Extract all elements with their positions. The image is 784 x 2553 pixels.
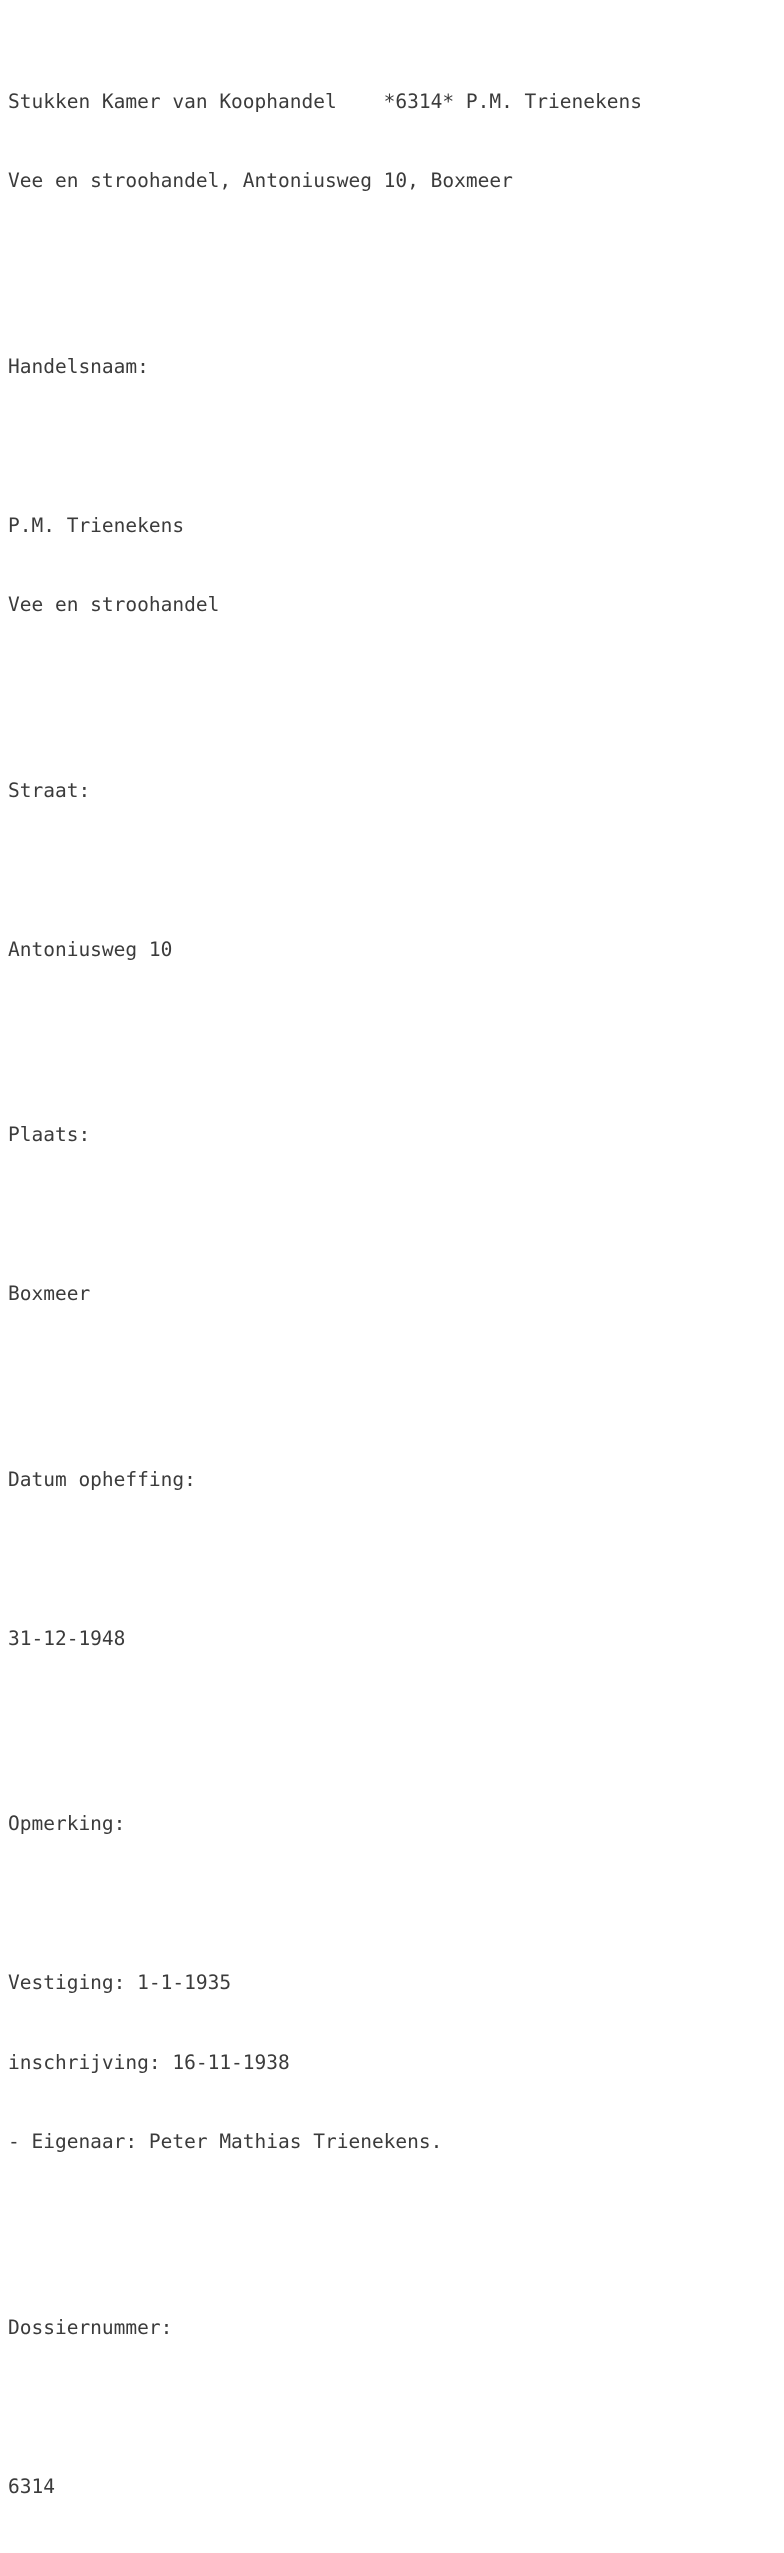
field-label-handelsnaam: Handelsnaam: <box>8 354 149 378</box>
blank-line <box>8 1043 784 1070</box>
blank-line <box>8 1891 784 1918</box>
field-value-straat: Antoniusweg 10 <box>8 937 173 961</box>
blank-line <box>8 1387 784 1414</box>
field-value-opmerking-line-1: Vestiging: 1-1-1935 <box>8 1971 232 1994</box>
field-label-datum-opheffing: Datum opheffing: <box>8 1467 196 1491</box>
field-value-dossiernummer: 6314 <box>8 2474 55 2498</box>
blank-line <box>8 1202 784 1229</box>
field-value-handelsnaam-line-2: Vee en stroohandel <box>8 593 220 616</box>
header-line-2: Vee en stroohandel, Antoniusweg 10, Boxmeer <box>8 169 513 192</box>
blank-line <box>8 2235 784 2262</box>
field-value-opmerking-line-2: inschrijving: 16-11-1938 <box>8 2050 290 2074</box>
blank-line <box>8 1732 784 1759</box>
blank-line <box>8 857 784 884</box>
blank-line <box>8 1546 784 1573</box>
field-value-plaats: Boxmeer <box>8 1282 91 1305</box>
field-label-dossiernummer: Dossiernummer: <box>8 2315 173 2339</box>
field-value-opmerking-line-3: - Eigenaar: Peter Mathias Trienekens. <box>8 2130 443 2153</box>
field-label-plaats: Plaats: <box>8 1123 91 1146</box>
blank-line <box>8 274 784 301</box>
blank-line <box>8 2394 784 2421</box>
field-value-datum-opheffing: 31-12-1948 <box>8 1626 126 1650</box>
blank-line <box>8 433 784 460</box>
header-line-1: Stukken Kamer van Koophandel *6314* P.M. Trienekens <box>8 89 642 113</box>
field-label-straat: Straat: <box>8 778 91 802</box>
blank-line <box>8 698 784 725</box>
field-label-opmerking: Opmerking: <box>8 1812 126 1835</box>
field-value-handelsnaam-line-1: P.M. Trienekens <box>8 513 185 537</box>
